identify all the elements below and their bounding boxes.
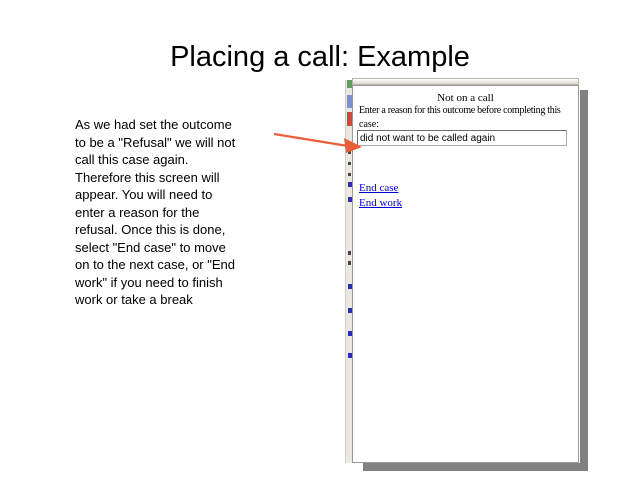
slide-body-text <box>75 116 275 309</box>
not-on-a-call-page <box>352 85 579 463</box>
text-fragment <box>348 162 351 165</box>
body-text-line: to be a "Refusal" we will not <box>75 134 236 150</box>
body-text-line: appear. You will need to <box>75 187 213 202</box>
text-fragment <box>348 261 351 265</box>
end-work-link[interactable]: End work <box>359 197 403 209</box>
instruction-text-line1: Enter a reason for this outcome before completing this <box>359 105 561 116</box>
body-text-line: refusal. Once this is done, <box>75 222 226 237</box>
body-text-line: enter a reason for the <box>75 204 200 220</box>
body-text-line: work or take a break <box>75 292 193 307</box>
window-top-edge <box>352 78 579 85</box>
instruction-text-line2: case: <box>359 119 379 130</box>
embedded-screenshot <box>345 78 588 471</box>
slide-title: Placing a call: Example <box>170 41 470 73</box>
body-text-line: work" if you need to finish <box>75 274 223 290</box>
reason-input[interactable] <box>357 130 567 146</box>
callout-arrow-head <box>344 138 362 153</box>
body-text-line: call this case again. <box>75 152 189 167</box>
body-text-line: Therefore this screen will <box>75 169 220 185</box>
callout-arrow-icon <box>268 126 366 156</box>
callout-arrow-shaft <box>274 134 348 146</box>
body-text-line: on to the next case, or "End <box>75 257 235 272</box>
text-fragment <box>348 173 351 176</box>
text-fragment <box>348 251 351 255</box>
end-case-link[interactable]: End case <box>359 182 399 194</box>
screenshot-drop-shadow-bottom <box>363 463 588 471</box>
page-title: Not on a call <box>437 92 494 104</box>
body-text-line: select "End case" to move <box>75 239 226 255</box>
screenshot-drop-shadow-right <box>580 90 588 471</box>
body-text-line: As we had set the outcome <box>75 117 232 132</box>
